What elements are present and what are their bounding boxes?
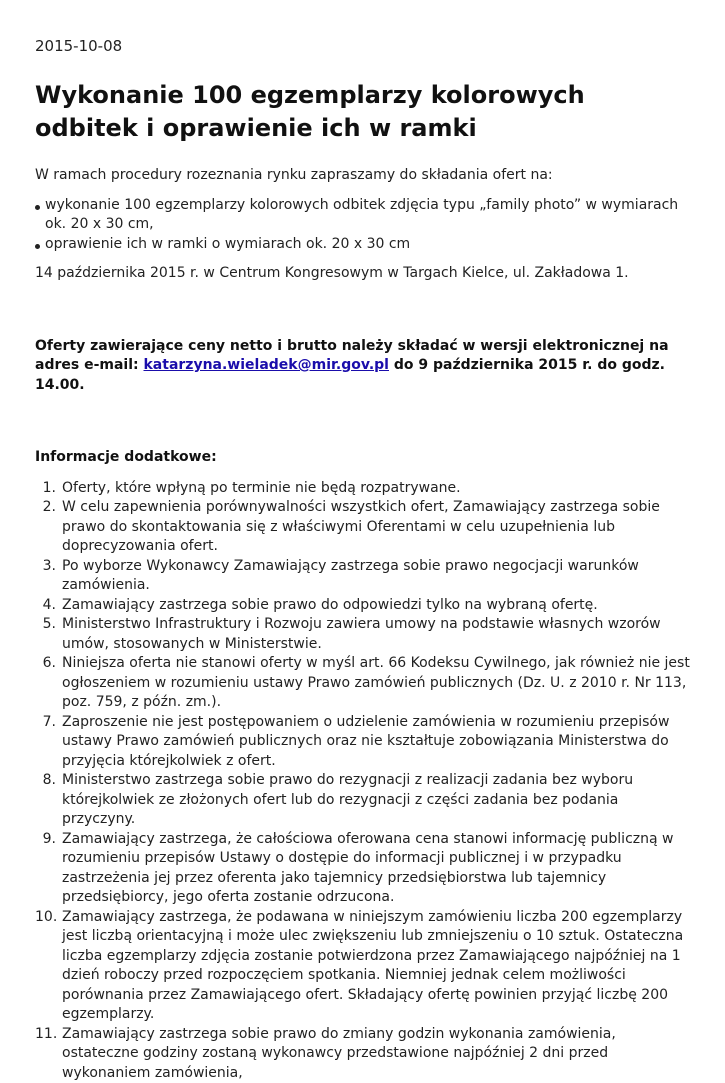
info-item-text: Zamawiający zastrzega, że podawana w niniejszym zamówieniu liczba 200 egzemplarzy jest liczbą orientacyjną i może ulec zwiększeniu lub zmniejszeniu o 10 sztuk. Ostateczna liczba egzemplarzy zdjęcia zostanie potwierdzona przez Zamawiającego najpóźniej na 1 dzień roboczy przed rozpoczęciem spotkania. Niemniej jednak celem możliwości porównania przez Zamawiającego ofert. Składający ofertę powinien przyjąć liczbę 200 egzemplarzy.	[62, 909, 683, 1023]
info-item	[35, 557, 695, 596]
info-item-text: Niniejsza oferta nie stanowi oferty w myśl art. 66 Kodeksu Cywilnego, jak również nie jest ogłoszeniem w rozumieniu ustawy Prawo zamówień publicznych (Dz. U. z 2010 r. Nr 113, poz. 759, z późn. zm.).	[62, 655, 690, 710]
info-item	[35, 479, 695, 499]
info-item-number: 8.	[35, 771, 56, 791]
info-item-text: Oferty, które wpłyną po terminie nie będą rozpatrywane.	[62, 480, 461, 496]
info-item	[35, 615, 695, 654]
event-paragraph: 14 października 2015 r. w Centrum Kongresowym w Targach Kielce, ul. Zakładowa 1.	[35, 264, 695, 284]
info-item-number: 6.	[35, 654, 56, 674]
publication-date: 2015-10-08	[35, 36, 695, 56]
offer-prefix: Oferty zawierające ceny netto i brutto należy składać w wersji elektronicznej na adres e-mail:	[35, 338, 669, 374]
info-item-text: Zaproszenie nie jest postępowaniem o udzielenie zamówienia w rozumieniu przepisów ustawy Prawo zamówień publicznych oraz nie kształtuje zobowiązania Ministerstwa do przyjęcia którejkolwiek z ofert.	[62, 714, 669, 769]
info-item-number: 7.	[35, 713, 56, 733]
info-item	[35, 713, 695, 772]
info-item	[35, 908, 695, 1025]
info-item-text: Zamawiający zastrzega sobie prawo do odpowiedzi tylko na wybraną ofertę.	[62, 597, 598, 613]
document-page	[35, 36, 695, 1083]
info-item-text: Po wyborze Wykonawcy Zamawiający zastrzega sobie prawo negocjacji warunków zamówienia.	[62, 558, 639, 594]
info-item-number: 4.	[35, 596, 56, 616]
info-item-number: 10.	[35, 908, 56, 928]
intro-paragraph: W ramach procedury rozeznania rynku zapraszamy do składania ofert na:	[35, 166, 695, 186]
info-item-number: 11.	[35, 1025, 56, 1045]
info-item	[35, 771, 695, 830]
scope-list	[35, 196, 695, 255]
info-item-number: 2.	[35, 498, 56, 518]
info-list	[35, 479, 695, 1083]
info-item	[35, 596, 695, 616]
info-heading: Informacje dodatkowe:	[35, 448, 695, 468]
email-link[interactable]: katarzyna.wieladek@mir.gov.pl	[144, 357, 390, 373]
offer-paragraph	[35, 337, 695, 396]
info-item	[35, 1025, 695, 1083]
scope-item: oprawienie ich w ramki o wymiarach ok. 20 x 30 cm	[35, 235, 695, 255]
info-item-text: Ministerstwo Infrastruktury i Rozwoju zawiera umowy na podstawie własnych wzorów umów, stosowanych w Ministerstwie.	[62, 616, 661, 652]
info-item-text: Zamawiający zastrzega, że całościowa oferowana cena stanowi informację publiczną w rozumieniu przepisów Ustawy o dostępie do informacji publicznej i w przypadku zastrzeżenia jej przez oferenta jako tajemnicy przedsiębiorstwa lub tajemnicy przedsiębiorcy, jego oferta zostanie odrzucona.	[62, 831, 673, 906]
info-item-number: 3.	[35, 557, 56, 577]
info-item-number: 5.	[35, 615, 56, 635]
info-item-text: W celu zapewnienia porównywalności wszystkich ofert, Zamawiający zastrzega sobie prawo do skontaktowania się z właściwymi Oferentami w celu uzupełnienia lub doprecyzowania ofert.	[62, 499, 660, 554]
info-item-number: 1.	[35, 479, 56, 499]
offer-suffix: do 9 października 2015 r. do godz. 14.00.	[35, 357, 665, 393]
info-item-text: Ministerstwo zastrzega sobie prawo do rezygnacji z realizacji zadania bez wyboru którejkolwiek ze złożonych ofert lub do rezygnacji z części zadania bez podania przyczyny.	[62, 772, 633, 827]
info-item	[35, 498, 695, 557]
scope-item: wykonanie 100 egzemplarzy kolorowych odbitek zdjęcia typu „family photo” w wymiarach ok. 20 x 30 cm,	[35, 196, 695, 235]
info-item-text: Zamawiający zastrzega sobie prawo do zmiany godzin wykonania zamówienia, ostateczne godziny zostaną wykonawcy przedstawione najpóźniej 2 dni przed wykonaniem zamówienia,	[62, 1026, 616, 1081]
page-title: Wykonanie 100 egzemplarzy kolorowych odbitek i oprawienie ich w ramki	[35, 79, 695, 145]
info-item	[35, 830, 695, 908]
info-item	[35, 654, 695, 713]
info-item-number: 9.	[35, 830, 56, 850]
